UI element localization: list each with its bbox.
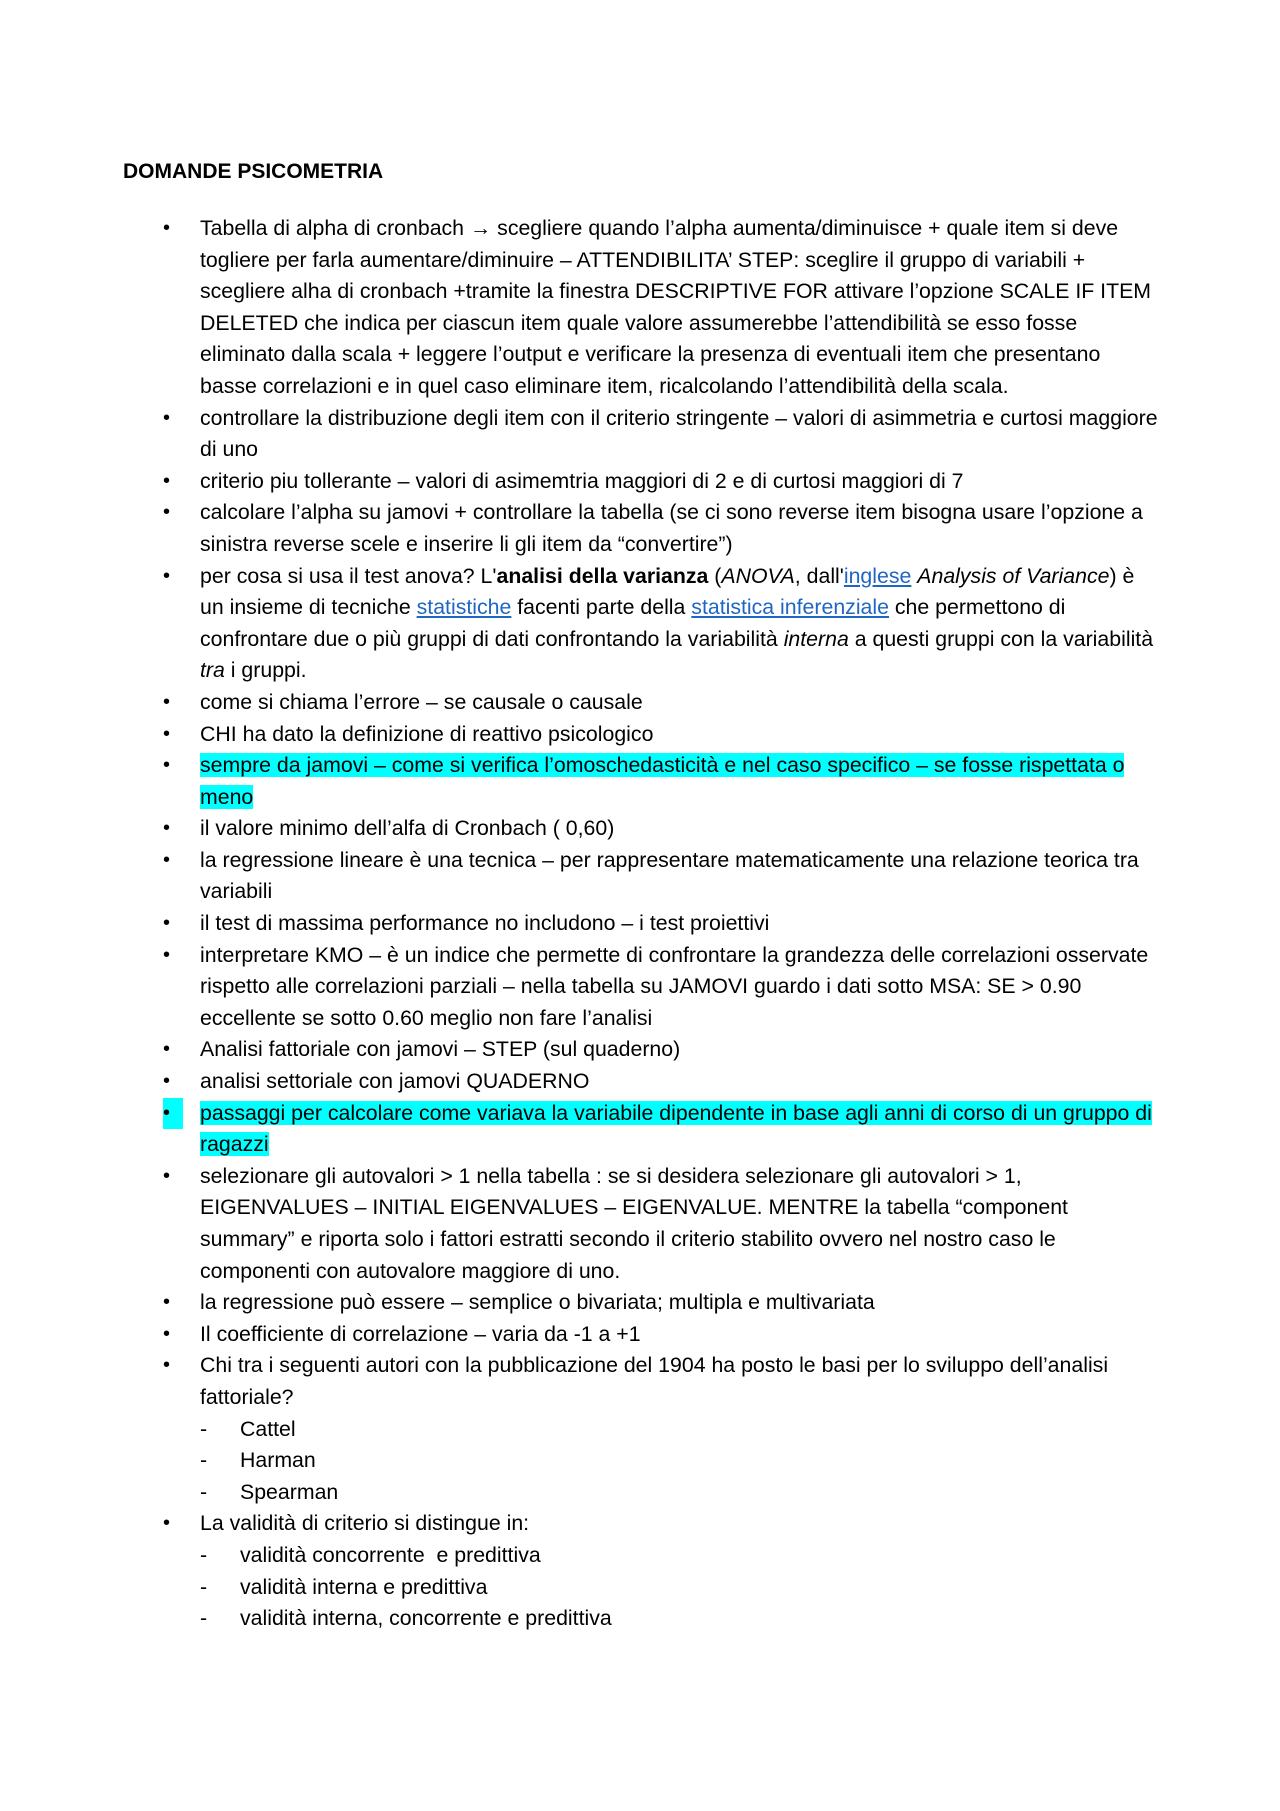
item-text: Tabella di alpha di cronbach <box>200 216 470 240</box>
list-item <box>123 497 1160 560</box>
bullet-icon: • <box>163 469 171 492</box>
bold-term: analisi della varianza <box>496 563 709 588</box>
list-item <box>123 908 1160 940</box>
answer-options <box>200 1414 1160 1509</box>
bullet-icon: • <box>163 754 171 777</box>
answer-option <box>200 1540 1160 1572</box>
item-text: La validità di criterio si distingue in: <box>200 1511 530 1536</box>
item-text: , dall' <box>794 563 844 588</box>
list-item <box>123 1161 1160 1287</box>
item-text: ( <box>708 563 722 588</box>
item-text: a questi gruppi con la variabilità <box>848 626 1154 651</box>
list-item <box>123 466 1160 498</box>
answer-option <box>200 1477 1160 1509</box>
option-text: Spearman <box>240 1479 339 1504</box>
item-text: la regressione può essere – semplice o bivariata; multipla e multivariata <box>200 1290 875 1315</box>
list-item <box>123 1319 1160 1351</box>
link-inglese[interactable]: inglese <box>843 563 912 588</box>
item-text: scegliere quando l’alpha aumenta/diminuisce + quale item si deve togliere per farla aumentare/diminuire – ATTENDIBILITA’ STEP: sceglire il gruppo di variabili + scegliere alha di cronbach +tramite la finestra DESCRIPTIVE FOR attivare l’opzione SCALE IF ITEM DELETED che indica per ciascun item quale valore assumerebbe l’attendibilità se esso fosse eliminato dalla scala + leggere l’output e verificare la presenza di eventuali item che presentano basse correlazioni e in quel caso eliminare item, ricalcolando l’attendibilità della scala. <box>200 216 1152 398</box>
answer-options <box>200 1540 1160 1635</box>
bullet-icon: • <box>163 501 171 524</box>
item-text: il valore minimo dell’alfa di Cronbach ( 0,60) <box>200 816 615 841</box>
answer-option <box>200 1603 1160 1635</box>
item-text: calcolare l’alpha su jamovi + controllare la tabella (se ci sono reverse item bisogna usare l’opzione a sinistra reverse scele e inserire li gli item da “convertire”) <box>200 500 1143 556</box>
link-statistiche[interactable]: statistiche <box>416 595 512 620</box>
bullet-icon: • <box>163 1164 171 1187</box>
italic-term: interna <box>783 626 849 651</box>
list-item <box>123 1508 1160 1634</box>
option-text: validità concorrente e predittiva <box>240 1542 541 1567</box>
highlighted-text: sempre da jamovi – come si verifica l’omoschedasticità e nel caso specifico – se fosse rispettata o meno <box>200 753 1125 809</box>
bullet-icon: • <box>163 406 171 429</box>
dash-icon: - <box>200 1606 208 1631</box>
item-text: i gruppi. <box>224 658 307 683</box>
option-text: validità interna, concorrente e predittiva <box>240 1606 612 1631</box>
item-text: per cosa si usa il test anova? L' <box>200 563 497 588</box>
italic-term: Analysis of Variance <box>917 563 1110 588</box>
list-item <box>123 813 1160 845</box>
item-text: come si chiama l’errore – se causale o causale <box>200 689 643 714</box>
bullet-icon: • <box>163 1098 183 1130</box>
list-item <box>123 719 1160 751</box>
highlighted-text: passaggi per calcolare come variava la variabile dipendente in base agli anni di corso di un gruppo di ragazzi <box>200 1100 1152 1157</box>
item-text: criterio piu tollerante – valori di asimemtria maggiori di 2 e di curtosi maggiori di 7 <box>200 468 964 493</box>
item-text: Analisi fattoriale con jamovi – STEP (sul quaderno) <box>200 1037 681 1062</box>
list-item <box>123 1034 1160 1066</box>
bullet-icon: • <box>163 690 171 713</box>
answer-option <box>200 1414 1160 1446</box>
dash-icon: - <box>200 1574 208 1599</box>
arrow-right-icon: → <box>469 216 492 240</box>
item-text: interpretare KMO – è un indice che permette di confrontare la grandezza delle correlazioni osservate rispetto alle correlazioni parziali – nella tabella su JAMOVI guardo i dati sotto MSA: SE > 0.90 eccellente se sotto 0.60 meglio non fare l’analisi <box>200 942 1149 1030</box>
option-text: validità interna e predittiva <box>240 1574 488 1599</box>
list-item <box>123 561 1160 687</box>
list-item <box>123 1287 1160 1319</box>
list-item-highlighted <box>123 1098 1160 1161</box>
dash-icon: - <box>200 1479 208 1504</box>
bullet-icon: • <box>163 1038 171 1061</box>
bullet-icon: • <box>163 1070 171 1093</box>
question-list <box>123 213 1160 1635</box>
item-text: selezionare gli autovalori > 1 nella tabella : se si desidera selezionare gli autovalori > 1, EIGENVALUES – INITIAL EIGENVALUES – EIGENVALUE. MENTRE la tabella “component summary” e riporta solo i fattori estratti secondo il criterio stabilito ovvero nel nostro caso le componenti con autovalore maggiore di uno. <box>200 1163 1068 1283</box>
bullet-icon: • <box>163 1322 171 1345</box>
italic-term: tra <box>200 658 225 683</box>
bullet-icon: • <box>163 722 171 745</box>
bullet-icon: • <box>163 943 171 966</box>
item-text: ) è un insieme di tecniche <box>200 563 1135 620</box>
list-item <box>123 845 1160 908</box>
answer-option <box>200 1445 1160 1477</box>
item-text: la regressione lineare è una tecnica – per rappresentare matematicamente una relazione teorica tra variabili <box>200 847 1139 904</box>
list-item <box>123 1350 1160 1508</box>
option-text: Harman <box>240 1448 316 1473</box>
bullet-icon: • <box>163 1354 171 1377</box>
list-item <box>123 940 1160 1035</box>
document-title: DOMANDE PSICOMETRIA <box>123 160 384 183</box>
item-text: il test di massima performance no includono – i test proiettivi <box>200 911 770 936</box>
item-text: che permettono di confrontare due o più gruppi di dati confrontando la variabilità <box>200 595 1066 651</box>
bullet-icon: • <box>163 817 171 840</box>
option-text: Cattel <box>240 1416 296 1441</box>
item-text: facenti parte della <box>511 595 692 620</box>
bullet-icon: • <box>163 1291 171 1314</box>
list-item <box>123 403 1160 466</box>
list-item-highlighted <box>123 750 1160 813</box>
bullet-icon: • <box>163 912 171 935</box>
item-text: analisi settoriale con jamovi QUADERNO <box>200 1069 590 1094</box>
list-item <box>123 213 1160 403</box>
link-statistica-inferenziale[interactable]: statistica inferenziale <box>691 595 889 620</box>
bullet-icon: • <box>163 1512 171 1535</box>
item-text: Il coefficiente di correlazione – varia da -1 a +1 <box>200 1321 641 1346</box>
item-text: Chi tra i seguenti autori con la pubblicazione del 1904 ha posto le basi per lo sviluppo dell’analisi fattoriale? <box>200 1353 1109 1409</box>
dash-icon: - <box>200 1448 208 1473</box>
dash-icon: - <box>200 1416 208 1441</box>
italic-term: ANOVA <box>721 563 795 588</box>
list-item <box>123 1066 1160 1098</box>
bullet-icon: • <box>163 848 171 871</box>
dash-icon: - <box>200 1542 208 1567</box>
list-item <box>123 687 1160 719</box>
bullet-icon: • <box>163 564 171 587</box>
item-text: CHI ha dato la definizione di reattivo psicologico <box>200 721 654 746</box>
bullet-icon: • <box>163 217 171 239</box>
answer-option <box>200 1572 1160 1604</box>
item-text: controllare la distribuzione degli item con il criterio stringente – valori di asimmetria e curtosi maggiore di uno <box>200 405 1158 462</box>
